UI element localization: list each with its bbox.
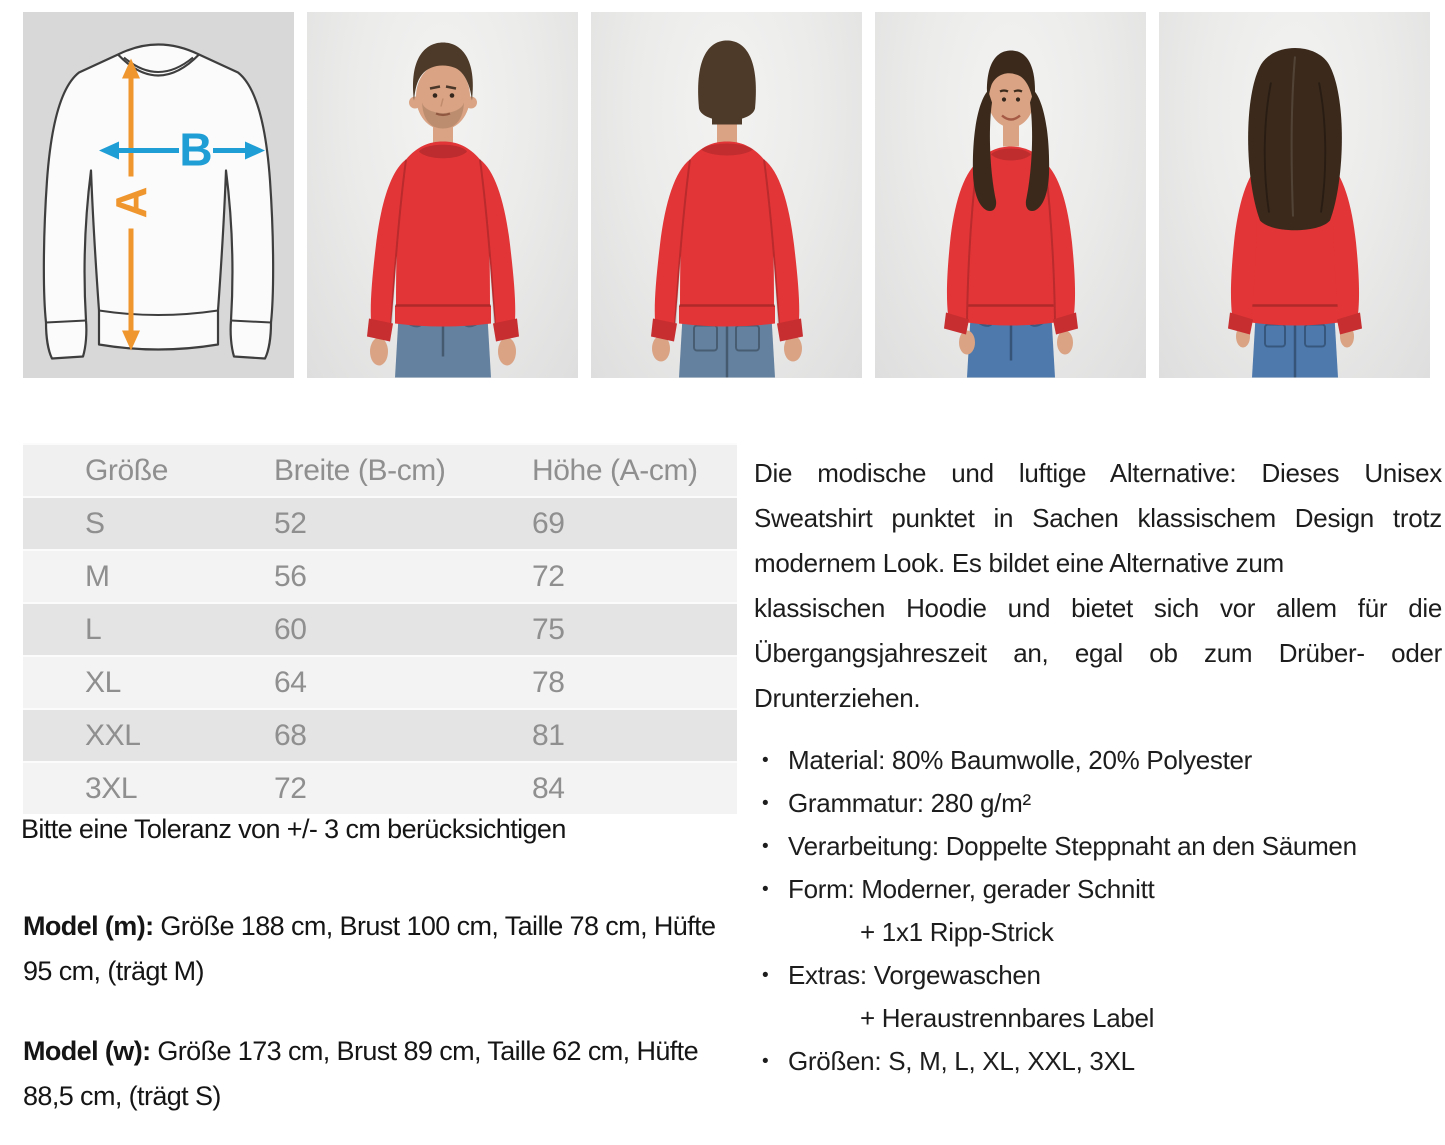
description-line: Übergangsjahreszeit an, egal ob zum Drüber- oder	[754, 638, 1442, 668]
bullet-icon: •	[762, 1051, 769, 1072]
feature-list	[754, 739, 1444, 1083]
description-line: Sweatshirt punktet in Sachen klassischem Design trotz	[754, 503, 1442, 533]
feature-item-verarbeitung	[754, 825, 1444, 868]
height-cell: 78	[532, 665, 565, 699]
width-cell: 72	[274, 771, 307, 805]
feature-text: Größen: S, M, L, XL, XXL, 3XL	[788, 1046, 1135, 1076]
sweatshirt	[651, 142, 803, 342]
table-row-s	[23, 497, 737, 550]
description-line: klassischen Hoodie und bietet sich vor allem für die	[754, 593, 1442, 623]
man-back-illustration	[591, 12, 862, 378]
col-header-height: Höhe (A-cm)	[532, 453, 698, 487]
bullet-icon: •	[762, 836, 769, 857]
height-arrow-label: A	[107, 186, 156, 219]
model-male-label: Model (m):	[23, 911, 154, 941]
description-line: Die modische und luftige Alternative: Dieses Unisex	[754, 458, 1442, 488]
description-line: modernem Look. Es bildet eine Alternative zum	[754, 548, 1284, 578]
photo-man-front	[307, 12, 578, 378]
model-female-label: Model (w):	[23, 1036, 151, 1066]
width-arrow-label: B	[179, 123, 213, 176]
model-male-text: Größe 188 cm, Brust 100 cm, Taille 78 cm, Hüfte 95 cm, (trägt M)	[23, 911, 716, 986]
feature-item-groessen	[754, 1040, 1444, 1083]
height-cell: 81	[532, 718, 565, 752]
man-front-illustration	[307, 12, 578, 378]
table-row-l	[23, 603, 737, 656]
height-cell: 69	[532, 506, 565, 540]
bullet-icon: •	[762, 965, 769, 986]
size-cell: L	[85, 612, 102, 646]
photo-man-back	[591, 12, 862, 378]
feature-item-grammatur	[754, 782, 1444, 825]
table-row-3xl	[23, 762, 737, 814]
width-cell: 52	[274, 506, 307, 540]
bullet-icon: •	[762, 793, 769, 814]
feature-text: + 1x1 Ripp-Strick	[860, 917, 1054, 947]
table-row-m	[23, 550, 737, 603]
width-cell: 56	[274, 559, 307, 593]
feature-text: Form: Moderner, gerader Schnitt	[788, 874, 1155, 904]
col-header-width: Breite (B-cm)	[274, 453, 446, 487]
table-row-xxl	[23, 709, 737, 762]
size-diagram	[23, 12, 294, 378]
feature-text: Grammatur: 280 g/m²	[788, 788, 1031, 818]
sweatshirt	[944, 147, 1078, 335]
feature-text: Extras: Vorgewaschen	[788, 960, 1041, 990]
woman-back-illustration	[1159, 12, 1430, 378]
feature-item-material	[754, 739, 1444, 782]
size-table-header-row	[23, 444, 737, 497]
hair	[1248, 48, 1342, 230]
size-table	[23, 443, 737, 814]
feature-text: + Heraustrennbares Label	[860, 1003, 1155, 1033]
model-female-text: Größe 173 cm, Brust 89 cm, Taille 62 cm, Hüfte 88,5 cm, (trägt S)	[23, 1036, 698, 1111]
size-cell: M	[85, 559, 110, 593]
width-cell: 60	[274, 612, 307, 646]
feature-item-label	[754, 997, 1444, 1040]
col-header-size: Größe	[85, 453, 169, 487]
feature-text: Material: 80% Baumwolle, 20% Polyester	[788, 745, 1253, 775]
bullet-icon: •	[762, 879, 769, 900]
model-info-male	[23, 904, 727, 994]
feature-item-extras	[754, 954, 1444, 997]
feature-item-form	[754, 868, 1444, 911]
tolerance-note: Bitte eine Toleranz von +/- 3 cm berücksichtigen	[21, 814, 566, 844]
width-cell: 64	[274, 665, 307, 699]
model-info-female	[23, 1029, 727, 1119]
photo-woman-back	[1159, 12, 1430, 378]
size-cell: XXL	[85, 718, 141, 752]
sweatshirt	[367, 142, 519, 342]
woman-front-illustration	[875, 12, 1146, 378]
size-cell: 3XL	[85, 771, 138, 805]
sweatshirt-outline	[44, 45, 273, 359]
height-cell: 84	[532, 771, 565, 805]
size-diagram-tile	[23, 12, 294, 378]
feature-item-ripp-strick	[754, 911, 1444, 954]
product-description	[754, 451, 1442, 721]
size-cell: S	[85, 506, 105, 540]
size-cell: XL	[85, 665, 121, 699]
height-cell: 75	[532, 612, 565, 646]
feature-text: Verarbeitung: Doppelte Steppnaht an den Säumen	[788, 831, 1357, 861]
product-image-gallery	[23, 12, 1430, 378]
bullet-icon: •	[762, 750, 769, 771]
width-cell: 68	[274, 718, 307, 752]
table-row-xl	[23, 656, 737, 709]
height-cell: 72	[532, 559, 565, 593]
hair	[698, 41, 756, 125]
photo-woman-front	[875, 12, 1146, 378]
description-line: Drunterziehen.	[754, 683, 921, 713]
